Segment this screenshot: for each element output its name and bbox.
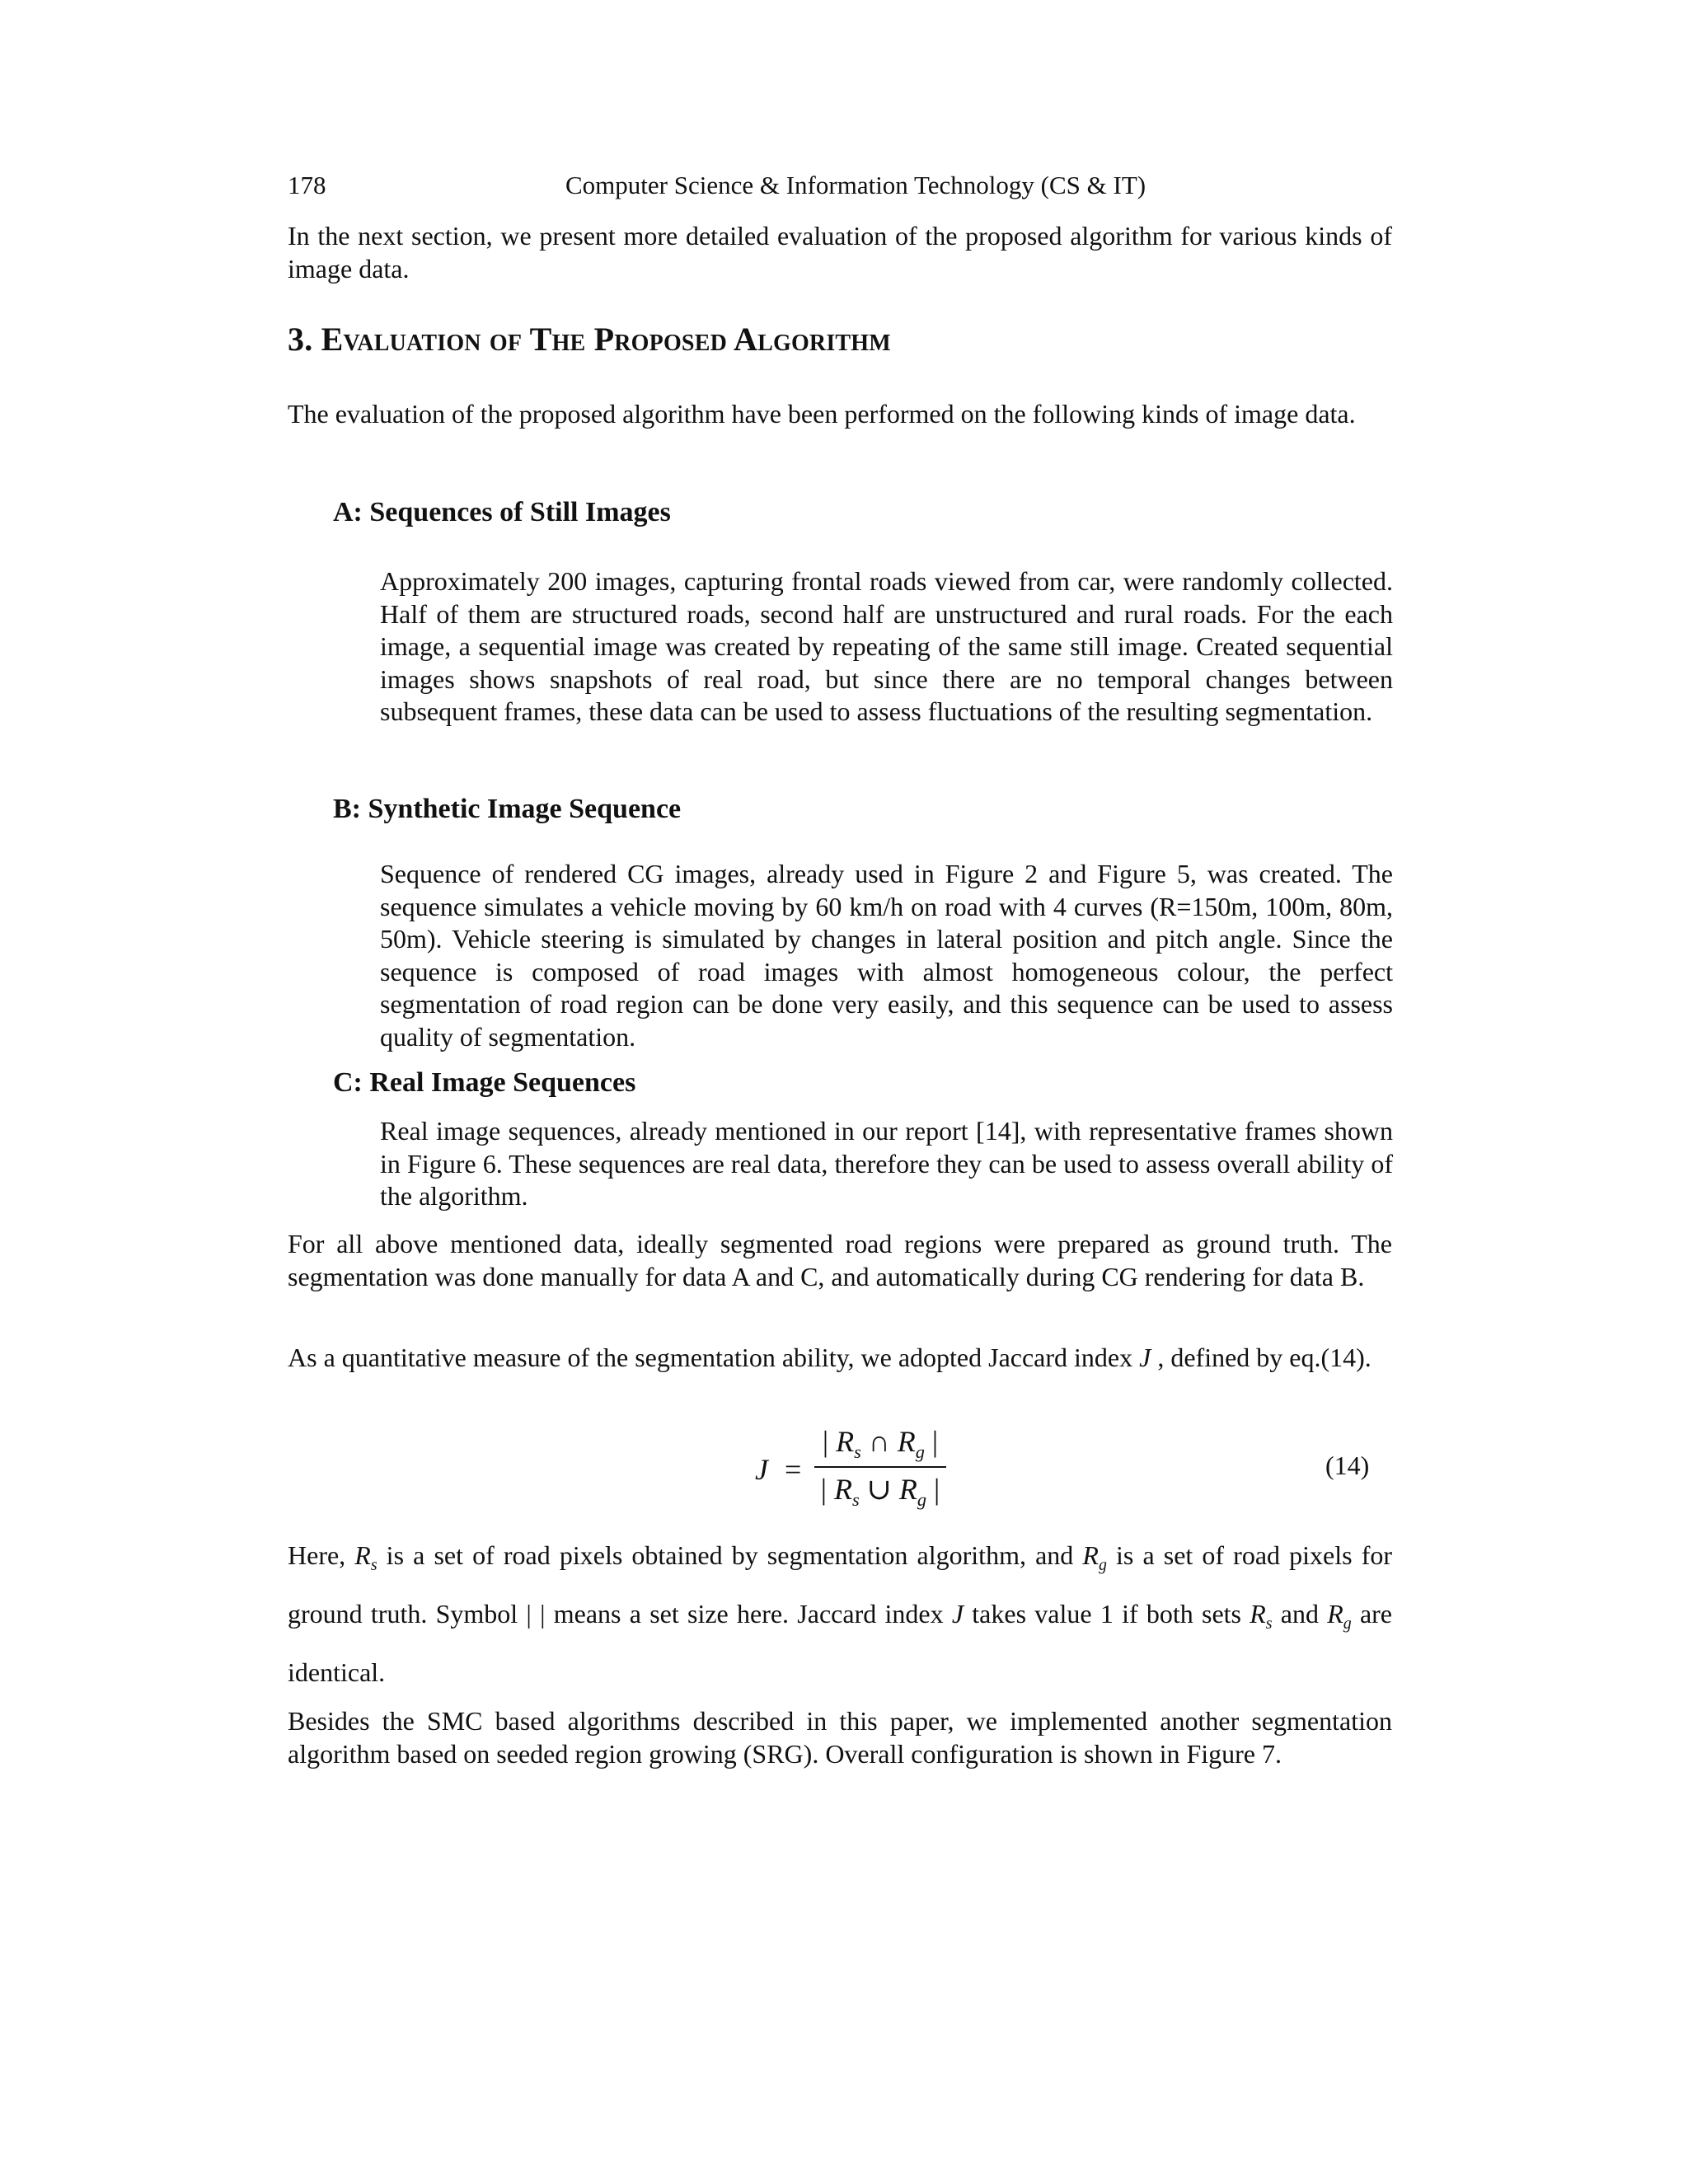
section-intro: The evaluation of the proposed algorithm have been performed on the following kinds of image data. [288, 399, 1356, 429]
jaccard-text-after: , defined by eq.(14). [1151, 1343, 1372, 1372]
subsection-heading-a: A: Sequences of Still Images [333, 497, 671, 527]
page-number: 178 [288, 171, 326, 199]
equation-lhs: J [755, 1453, 768, 1486]
jaccard-paragraph [288, 1342, 1392, 1375]
subsection-body-b: Sequence of rendered CG images, already used in Figure 2 and Figure 5, was created. The sequence simulates a vehicle moving by 60 km/h on road with 4 curves (R=150m, 100m, 80m, 50m). Vehicle steering is simulated by changes in lateral position and pitch angle. Since the sequence is composed of road images with almost homogeneous colour, the perfect segmentation of road region can be done very easily, and this sequence can be used to assess quality of segmentation. [380, 859, 1393, 1052]
closing-paragraph: Besides the SMC based algorithms described in this paper, we implemented another segmentation algorithm based on seeded region growing (SRG). Overall configuration is shown in Figure 7. [288, 1706, 1392, 1769]
subsection-body-c: Real image sequences, already mentioned in our report [14], with representative frames shown in Figure 6. These sequences are real data, therefore they can be used to assess overall ability of the algorithm. [380, 1116, 1393, 1211]
intro-paragraph: In the next section, we present more detailed evaluation of the proposed algorithm for various kinds of image data. [288, 221, 1392, 284]
section-heading: 3. Evaluation of The Proposed Algorithm [288, 321, 891, 358]
equation-number: (14) [1325, 1451, 1370, 1480]
subsection-heading-c: C: Real Image Sequences [333, 1067, 636, 1098]
jaccard-symbol: J [1139, 1343, 1151, 1372]
definition-paragraph: Here, $R_s$ is a set of road pixels obtained by segmentation algorithm, and $R_g$ is a set of road pixels for ground truth. Symbol | | means a set size here. Jaccard index J takes value 1 if both sets $R_s$ and $R_g$ are identical. [288, 1540, 1393, 1687]
equation-denominator: | $R_s$ ∪ $R_g$ | [820, 1473, 940, 1510]
fraction-bar [814, 1466, 946, 1468]
jaccard-text-before: As a quantitative measure of the segmentation ability, we adopted Jaccard index [288, 1343, 1140, 1372]
subsection-heading-b: B: Synthetic Image Sequence [333, 794, 682, 824]
running-title: Computer Science & Information Technology (CS & IT) [565, 171, 1146, 199]
page-header [288, 171, 1392, 204]
subsection-body-a: Approximately 200 images, capturing frontal roads viewed from car, were randomly collected. Half of them are structured roads, second half are unstructured and rural roads. For the each image, a sequential image was created by repeating of the same still image. Created sequential images shows snapshots of real road, but since there are no temporal changes between subsequent frames, these data can be used to assess fluctuations of the resulting segmentation. [380, 566, 1393, 726]
jaccard-equation [742, 1424, 956, 1515]
ground-truth-paragraph: For all above mentioned data, ideally segmented road regions were prepared as ground truth. The segmentation was done manually for data A and C, and automatically during CG rendering for data B. [288, 1229, 1392, 1291]
equation-equals: = [785, 1453, 802, 1486]
equation-numerator: | $R_s$ ∩ $R_g$ | [822, 1425, 939, 1462]
